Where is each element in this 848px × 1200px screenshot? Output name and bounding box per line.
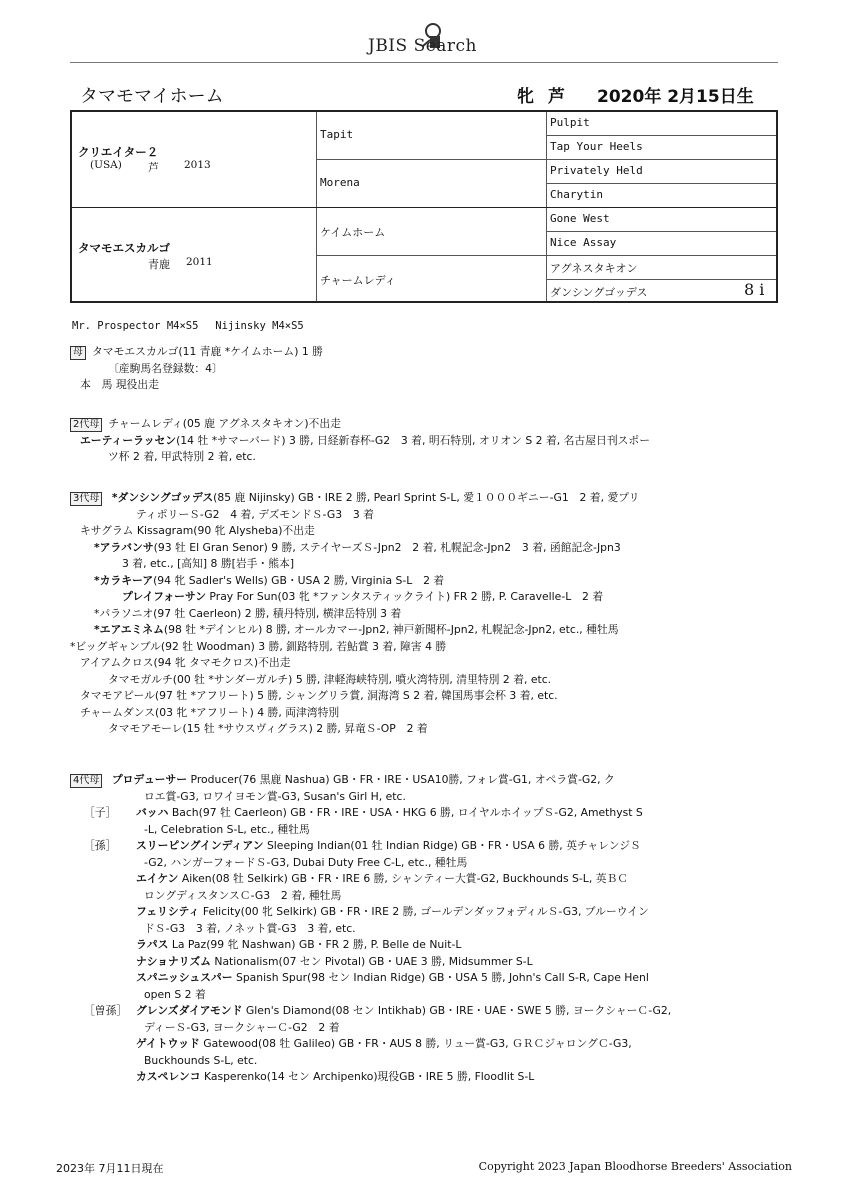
horse-record: ティポリーＳ-G2 4 着, デズモンドＳ-G3 3 着 xyxy=(136,507,374,521)
pedigree-line xyxy=(70,937,790,954)
dam-registered: 〔産駒馬名登録数：4〕 xyxy=(108,361,223,375)
family-number: 8 i xyxy=(744,280,765,299)
horse-dob: 2020年 2月15日生 xyxy=(597,87,754,107)
horse-record: open S 2 着 xyxy=(144,987,206,1001)
horse-record-cont: ツ杯 2 着, 甲武特別 2 着, etc. xyxy=(108,450,256,463)
horse-record: (94 牝 Sadler's Wells) GB・USA 2 勝, Virginia S-L 2 着 xyxy=(153,573,445,587)
gen2-dam-line: チャームレディ(05 鹿 アグネスタキオン)不出走 xyxy=(108,417,341,430)
gen3-section xyxy=(70,490,790,738)
pedigree-line xyxy=(70,589,790,606)
dam-color: 青鹿 xyxy=(148,258,170,271)
gen3-1: Pulpit xyxy=(550,116,590,129)
horse-record: *パラソニオ(97 牡 Caerleon) 2 勝, 積丹特別, 横津岳特別 3 着 xyxy=(94,606,402,620)
pedigree-line xyxy=(70,573,790,590)
horse-name: *アラバンサ xyxy=(94,540,154,554)
pedigree-line xyxy=(70,1069,790,1086)
horse-name: *カラキーア xyxy=(94,573,154,587)
pedigree-line xyxy=(70,523,790,540)
pedigree-line xyxy=(70,805,790,822)
pedigree-line xyxy=(70,507,790,524)
horse-name: *ダンシングゴッデス xyxy=(111,491,214,504)
sire-color: 芦 xyxy=(148,161,159,174)
dam-year: 2011 xyxy=(186,256,213,268)
pedigree-line xyxy=(70,540,790,557)
horse-record: Bach(97 牡 Caerleon) GB・FR・IRE・USA・HKG 6 勝, ロイヤルホイップＳ-G2, Amethyst S xyxy=(168,806,643,819)
generation-label: ［子］ xyxy=(84,806,117,819)
horse-record: Sleeping Indian(01 牡 Indian Ridge) GB・FR・USA 6 勝, 英チャレンジＳ xyxy=(263,839,641,852)
horse-name: スリーピングインディアン xyxy=(136,839,264,852)
pedigree-line xyxy=(70,672,790,689)
pedigree-line xyxy=(70,705,790,722)
gen3-4: Charytin xyxy=(550,188,603,201)
horse-name: プロデューサー xyxy=(111,773,188,786)
horse-name: カスペレンコ xyxy=(136,1070,201,1083)
pedigree-line xyxy=(70,721,790,738)
pedigree-line xyxy=(70,789,790,806)
pedigree-table xyxy=(70,110,778,303)
horse-record: Buckhounds S-L, etc. xyxy=(144,1053,258,1067)
pedigree-line xyxy=(70,855,790,872)
horse-record: Pray For Sun(03 牝 *ファンタスティックライト) FR 2 勝, P. Caravelle-L 2 着 xyxy=(206,590,604,603)
horse-name: プレイフォーサン xyxy=(122,590,206,603)
pedigree-line xyxy=(70,1036,790,1053)
horse-name: バッハ xyxy=(136,806,169,819)
pedigree-line xyxy=(70,1003,790,1020)
pedigree-line xyxy=(70,606,790,623)
horse-name: フェリシティ xyxy=(136,905,200,918)
horse-record: キサグラム Kissagram(90 牝 Alysheba)不出走 xyxy=(80,524,315,537)
pedigree-line xyxy=(70,970,790,987)
pedigree-line xyxy=(70,838,790,855)
dam-self: 本 馬 現役出走 xyxy=(80,378,160,391)
horse-record: (98 牡 *デインヒル) 8 勝, オールカマー-Jpn2, 神戸新聞杯-Jpn2, 札幌記念-Jpn2, etc., 種牡馬 xyxy=(163,623,619,636)
horse-record: Glen's Diamond(08 セン Intikhab) GB・IRE・UAE・SWE 5 勝, ヨークシャーＣ-G2, xyxy=(242,1004,672,1017)
section-tag: 4代母 xyxy=(70,774,102,788)
pedigree-line xyxy=(70,987,790,1004)
dam-name: タマモエスカルゴ xyxy=(78,241,170,255)
section-tag: 3代母 xyxy=(70,492,102,506)
gen2-sire-dam: Morena xyxy=(320,176,360,189)
pedigree-line xyxy=(112,773,615,786)
horse-record: タマモアモーレ(15 牡 *サウスヴィグラス) 2 勝, 昇竜Ｓ-OP 2 着 xyxy=(108,722,428,735)
generation-label: ［孫］ xyxy=(84,839,117,852)
horse-record: ドＳ-G3 3 着, ノネット賞-G3 3 着, etc. xyxy=(144,921,356,935)
horse-name: *エアエミネム xyxy=(94,623,164,636)
footer-copyright: Copyright 2023 Japan Bloodhorse Breeders' Association xyxy=(478,1160,792,1173)
horse-record: 3 着, etc., [高知] 8 勝[岩手・熊本] xyxy=(122,557,295,570)
horse-record: アイアムクロス(94 牝 タマモクロス)不出走 xyxy=(80,656,291,669)
pedigree-line xyxy=(70,1020,790,1037)
horse-record: Felicity(00 牝 Selkirk) GB・FR・IRE 2 勝, ゴールデンダッフォディルＳ-G3, ブルーウイン xyxy=(199,905,649,918)
pedigree-line xyxy=(70,921,790,938)
pedigree-line xyxy=(112,491,640,504)
generation-label: ［曽孫］ xyxy=(84,1004,128,1017)
horse-name: グレンズダイアモンド xyxy=(136,1004,243,1017)
horse-record: Nationalism(07 セン Pivotal) GB・UAE 3 勝, Midsummer S-L xyxy=(210,954,533,968)
footer-date: 2023年 7月11日現在 xyxy=(56,1162,164,1175)
pedigree-line xyxy=(70,688,790,705)
pedigree-line xyxy=(70,888,790,905)
pedigree-line xyxy=(70,871,790,888)
horse-record: (14 牡 *サマーバード) 3 勝, 日経新春杯-G2 3 着, 明石特別, オリオン S 2 着, 名古屋日刊スポー xyxy=(176,433,651,447)
dam-line: タマモエスカルゴ(11 青鹿 *ケイムホーム) 1 勝 xyxy=(92,345,323,358)
horse-color: 芦 xyxy=(548,87,565,107)
gen2-sire-sire: Tapit xyxy=(320,128,354,141)
gen2-dam-sire: ケイムホーム xyxy=(320,226,386,239)
horse-record: ロングディスタンスＣ-G3 2 着, 種牡馬 xyxy=(144,888,342,902)
sire-year: 2013 xyxy=(184,159,211,171)
horse-name: ラパス xyxy=(136,938,169,951)
pedigree-line xyxy=(70,622,790,639)
section-tag: 母 xyxy=(70,346,86,360)
pedigree-line xyxy=(70,556,790,573)
horse-record: -L, Celebration S-L, etc., 種牡馬 xyxy=(144,822,310,836)
horse-name: エーティーラッセン xyxy=(80,433,177,447)
gen3-2: Tap Your Heels xyxy=(550,140,643,153)
sire-name: クリエイター２ xyxy=(78,145,159,159)
sire-origin: (USA) xyxy=(90,159,122,171)
horse-name: ゲイトウッド xyxy=(136,1037,200,1050)
horse-sex: 牝 xyxy=(517,87,534,107)
horse-record: Spanish Spur(98 セン Indian Ridge) GB・USA 5 勝, John's Call S-R, Cape Henl xyxy=(232,971,649,984)
horse-record: タマモガルチ(00 牡 *サンダーガルチ) 5 勝, 津軽海峡特別, 噴火湾特別, 清里特別 2 着, etc. xyxy=(108,672,552,686)
divider xyxy=(70,62,778,63)
pedigree-line xyxy=(70,954,790,971)
logo-text: JBIS Search xyxy=(368,36,478,56)
horse-record: La Paz(99 牝 Nashwan) GB・FR 2 勝, P. Belle de Nuit-L xyxy=(168,938,462,951)
gen3-8: ダンシングゴッデス xyxy=(550,286,648,299)
gen3-3: Privately Held xyxy=(550,164,643,177)
section-tag: 2代母 xyxy=(70,418,102,432)
gen3-6: Nice Assay xyxy=(550,236,617,249)
horse-record: -G2, ハンガーフォードＳ-G3, Dubai Duty Free C-L, etc., 種牡馬 xyxy=(144,855,468,869)
horse-record: Kasperenko(14 セン Archipenko)現役GB・IRE 5 勝, Floodlit S-L xyxy=(200,1070,535,1083)
pedigree-line xyxy=(70,639,790,656)
jbis-logo xyxy=(368,22,508,58)
pedigree-line xyxy=(70,655,790,672)
gen4-section xyxy=(70,772,790,1086)
horse-record: (85 鹿 Nijinsky) GB・IRE 2 勝, Pearl Sprint S-L, 愛１０００ギニー-G1 2 着, 愛プリ xyxy=(213,491,640,504)
horse-record: Producer(76 黒鹿 Nashua) GB・FR・IRE・USA10勝, フォレ賞-G1, オペラ賞-G2, ク xyxy=(187,773,615,786)
horse-record: ロエ賞-G3, ロワイヨモン賞-G3, Susan's Girl H, etc. xyxy=(144,789,406,803)
pedigree-line xyxy=(70,904,790,921)
horse-record: *ビッグギャンブル(92 牡 Woodman) 3 勝, 釧路特別, 若鮎賞 3 着, 障害 4 勝 xyxy=(70,639,447,653)
horse-record: チャームダンス(03 牝 *アフリート) 4 勝, 両津湾特別 xyxy=(80,705,340,719)
gen3-5: Gone West xyxy=(550,212,610,225)
dam-section xyxy=(70,344,790,394)
horse-name: ナショナリズム xyxy=(136,954,211,968)
pedigree-line xyxy=(70,822,790,839)
horse-record: タマモアピール(97 牡 *アフリート) 5 勝, シャングリラ賞, 洞海湾 S 2 着, 韓国馬事会杯 3 着, etc. xyxy=(80,689,558,702)
horse-record: Aiken(08 牡 Selkirk) GB・FR・IRE 6 勝, シャンティー大賞-G2, Buckhounds S-L, 英ＢＣ xyxy=(178,872,629,885)
horse-record: ディーＳ-G3, ヨークシャーＣ-G2 2 着 xyxy=(144,1020,340,1034)
inbreeding: Mr. Prospector M4×S5 Nijinsky M4×S5 xyxy=(72,320,304,332)
horse-record: Gatewood(08 牡 Galileo) GB・FR・AUS 8 勝, リュー賞-G3, ＧＲＣジャロングＣ-G3, xyxy=(199,1037,632,1050)
horse-name: エイケン xyxy=(136,872,179,885)
gen3-7: アグネスタキオン xyxy=(550,262,638,275)
pedigree-line xyxy=(70,1053,790,1070)
horse-name: タマモマイホーム xyxy=(80,86,224,107)
gen2-section xyxy=(70,416,790,466)
horse-record: (93 牡 El Gran Senor) 9 勝, ステイヤーズＳ-Jpn2 2 着, 札幌記念-Jpn2 3 着, 函館記念-Jpn3 xyxy=(153,540,621,554)
horse-name: スパニッシュスパー xyxy=(136,971,233,984)
gen2-dam-dam: チャームレディ xyxy=(320,274,396,287)
